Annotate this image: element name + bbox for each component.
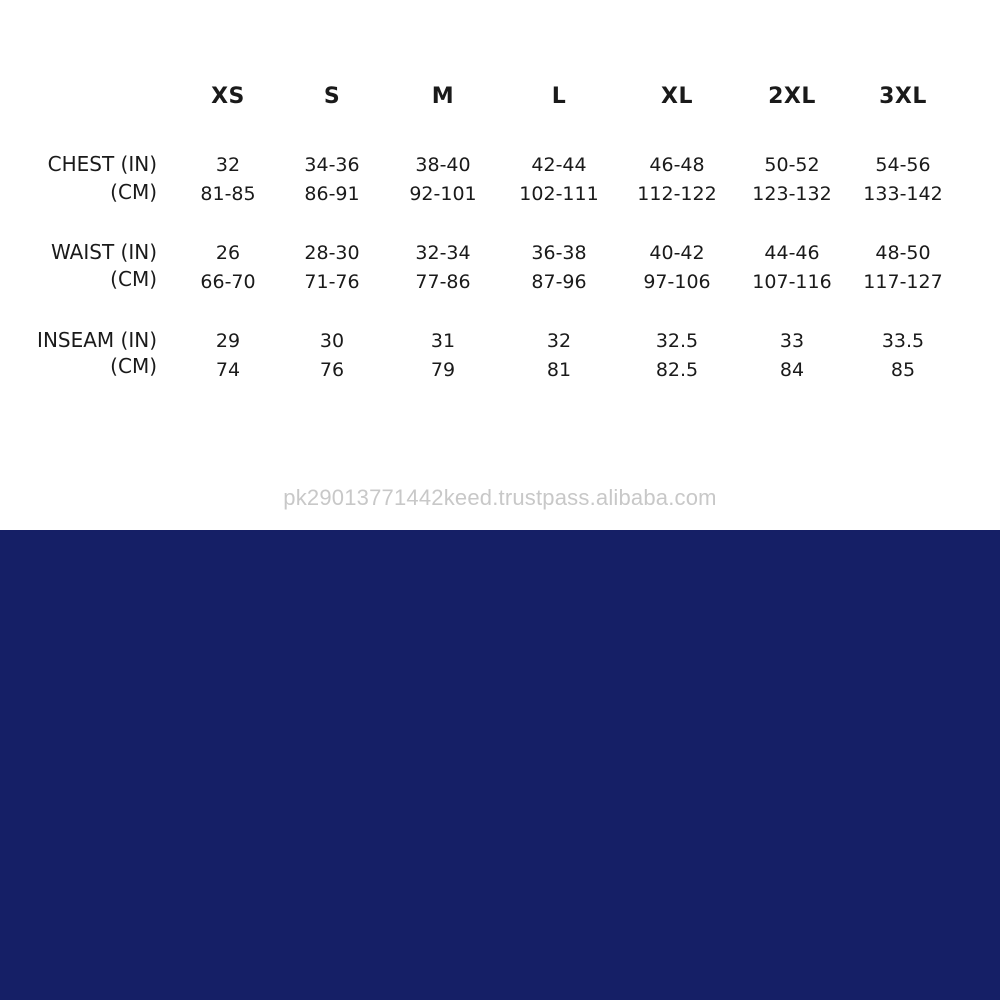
waist-cm-2xl: 107-116 <box>752 271 832 293</box>
inseam-in-xs: 29 <box>215 330 241 352</box>
inseam-label-cm: (CM) <box>110 354 157 378</box>
waist-in-l: 36-38 <box>531 242 587 264</box>
navy-panel <box>0 530 1000 1000</box>
waist-in-m: 32-34 <box>415 242 471 264</box>
size-header-xs: XS <box>211 84 245 109</box>
chest-cm-xs: 81-85 <box>200 183 256 205</box>
chest-in-2xl: 50-52 <box>764 154 820 176</box>
chest-cm-xl: 112-122 <box>637 183 717 205</box>
size-header-3xl: 3XL <box>879 84 927 109</box>
inseam-in-3xl: 33.5 <box>881 330 925 352</box>
waist-cm-l: 87-96 <box>531 271 587 293</box>
waist-cm-3xl: 117-127 <box>863 271 943 293</box>
chest-in-xl: 46-48 <box>649 154 705 176</box>
watermark-text: pk29013771442keed.trustpass.alibaba.com <box>283 485 717 510</box>
inseam-label-in: INSEAM (IN) <box>37 328 157 352</box>
inseam-in-s: 30 <box>319 330 345 352</box>
inseam-cm-m: 79 <box>430 359 456 381</box>
waist-in-s: 28-30 <box>304 242 360 264</box>
waist-in-2xl: 44-46 <box>764 242 820 264</box>
chest-cm-2xl: 123-132 <box>752 183 832 205</box>
waist-cm-s: 71-76 <box>304 271 360 293</box>
chest-cm-l: 102-111 <box>519 183 599 205</box>
waist-in-xl: 40-42 <box>649 242 705 264</box>
chest-in-s: 34-36 <box>304 154 360 176</box>
inseam-in-m: 31 <box>430 330 456 352</box>
inseam-in-l: 32 <box>546 330 572 352</box>
inseam-cm-xs: 74 <box>215 359 241 381</box>
waist-in-xs: 26 <box>215 242 241 264</box>
waist-cm-xs: 66-70 <box>200 271 256 293</box>
waist-cm-m: 77-86 <box>415 271 471 293</box>
inseam-cm-s: 76 <box>319 359 345 381</box>
inseam-cm-2xl: 84 <box>779 359 805 381</box>
chest-label-in: CHEST (IN) <box>47 152 157 176</box>
size-header-m: M <box>431 84 455 109</box>
waist-label-in: WAIST (IN) <box>51 240 157 264</box>
inseam-cm-xl: 82.5 <box>655 359 699 381</box>
chest-cm-3xl: 133-142 <box>863 183 943 205</box>
waist-cm-xl: 97-106 <box>643 271 711 293</box>
chest-in-xs: 32 <box>215 154 241 176</box>
inseam-cm-l: 81 <box>546 359 572 381</box>
chest-label-cm: (CM) <box>110 180 157 204</box>
waist-in-3xl: 48-50 <box>875 242 931 264</box>
size-header-s: S <box>323 84 341 109</box>
inseam-in-2xl: 33 <box>779 330 805 352</box>
chest-in-m: 38-40 <box>415 154 471 176</box>
chest-in-l: 42-44 <box>531 154 587 176</box>
chest-cm-s: 86-91 <box>304 183 360 205</box>
chest-cm-m: 92-101 <box>409 183 477 205</box>
size-header-l: L <box>551 84 567 109</box>
waist-label-cm: (CM) <box>110 267 157 291</box>
size-header-xl: XL <box>661 84 693 109</box>
size-header-2xl: 2XL <box>768 84 816 109</box>
inseam-cm-3xl: 85 <box>890 359 916 381</box>
inseam-in-xl: 32.5 <box>655 330 699 352</box>
chest-in-3xl: 54-56 <box>875 154 931 176</box>
